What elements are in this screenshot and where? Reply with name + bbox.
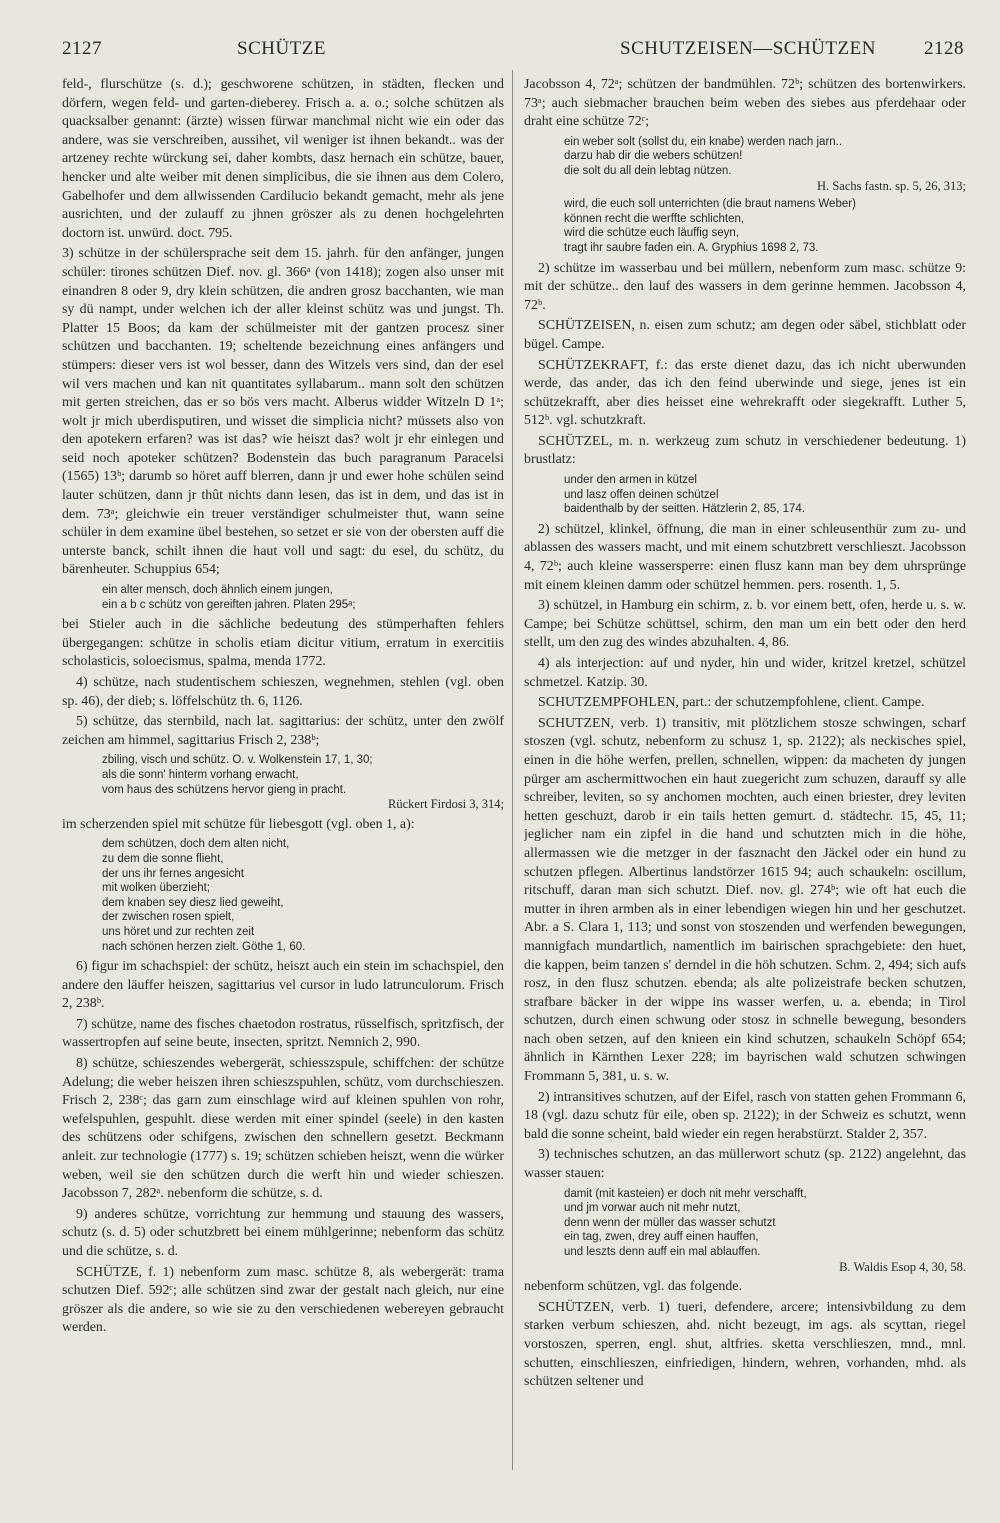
verse-line: tragt ihr saubre faden ein. A. Gryphius 1698 2, 73. xyxy=(564,241,819,254)
verse-line: der uns ihr fernes angesicht xyxy=(102,867,244,880)
entry-paragraph: 3) technisches schutzen, an das müllerwort schutz (sp. 2122) angelehnt, das wasser stauen: xyxy=(524,1147,966,1182)
verse-line: under den armen in kützel xyxy=(564,474,697,487)
verse-line: ein weber solt (sollst du, ein knabe) werden nach jarn.. xyxy=(564,135,843,148)
entry-paragraph: 2) intransitives schutzen, auf der Eifel, rasch von statten gehen Frommann 6, 18 (vgl. dazu schutz für eile, oben sp. 2122); in der Schweiz es schutzt, wenn bald die sonne scheint, bald wieder ein regen herabstürzt. Stalder 2, 357. xyxy=(524,1089,966,1142)
quotation-source: B. Waldis Esop 4, 30, 58. xyxy=(839,1259,966,1274)
entry-paragraph: 3) schütze in der schülersprache seit dem 15. jahrh. für den anfänger, jungen schüler: tirones schützen Dief. nov. gl. 366ᵃ (von 1418); zogen also unser mit einandren 8 oder 9, dry klein schützen, die andren grosz bacchanten, wie man sy dü nampt, under welchen ich der aller kleinst schütz was und jungst. Th. Platter 15 Boos; da kam der schülmeister mit der gantzen procesz siner schützen und bacchanten. 19; scheltende bezeichnung eines anfängers und stümpers: dieser vers ist wol besser, dann des Witzels vers sind, dan der esel wil vers machen und kan nit quantitates syllabarum.. mann solt den schützen mit gerten streichen, das er so bös vers macht. Alberus widder Witzeln D 1ᵃ; wolt jr mich uberdisputiren, und wisset die simplicia nicht? müssets also von den apotekern erfaren? was ist das? wie heiszt das? wolt jr ehr einlegen und seid noch apoteker schützen? Bodenstein das buch paragranum Paracelsi (1565) 13ᵇ; darumb so höret auff blerren, dann jr und ewer hohe schülen seind lauter schützen, dann jr thût nichts dann lesen, das ist in dem, und das ist in dem. 73ᵃ; gleichwie ein treuer verständiger schulmeister thut, wann seine schüler in dem examine übel bestehen, so setzet er sie von der obersten auff die unterste banck, schilt ihnen die haut voll und sagt: du esel, du schütz, du bärenheuter. Schuppius 654; xyxy=(62,246,504,578)
entry-paragraph: im scherzenden spiel mit schütze für liebesgott (vgl. oben 1, a): xyxy=(62,816,415,832)
column-divider xyxy=(512,70,513,1470)
verse-line: können recht die werffte schlichten, xyxy=(564,212,745,225)
verse-line: und lasz offen deinen schützel xyxy=(564,488,719,501)
verse-line: wird die schütze euch läuffig seyn, xyxy=(564,227,739,240)
verse-line: nach schönen herzen zielt. Göthe 1, 60. xyxy=(102,940,306,953)
entry-paragraph: 6) figur im schachspiel: der schütz, heiszt auch ein stein im schachspiel, den andere den läuffer heiszen, sagittarius vel cursor in ludo latrunculorum. Frisch 2, 238ᵇ. xyxy=(62,959,504,1012)
verse-line: ein alter mensch, doch ähnlich einem jungen, xyxy=(102,584,333,597)
verse-line: vom haus des schützens hervor gieng in pracht. xyxy=(102,783,347,796)
quotation-source: Rückert Firdosi 3, 314; xyxy=(388,797,504,812)
verse-quotation xyxy=(564,1187,966,1275)
verse-line: dem knaben sey diesz lied geweiht, xyxy=(102,896,284,909)
running-headword-left: SCHÜTZE xyxy=(237,38,326,59)
entry-paragraph: SCHÜTZEISEN, n. eisen zum schutz; am degen oder säbel, stichblatt oder bügel. Campe. xyxy=(524,318,966,352)
entry-paragraph: SCHÜTZEKRAFT, f.: das erste dienet dazu, das ich nicht uberwunden werde, das ander, das ich den feind uberwinde und siege, jenes ist ein schützekrafft, aber dies heisset eine wehrekrafft oder siegekrafft. Luther 5, 512ᵇ. vgl. schutzkraft. xyxy=(524,357,966,429)
entry-paragraph: feld-, flurschütze (s. d.); geschworene schützen, in städten, flecken und dörfern, wegen feld- und garten-dieberey. Frisch a. a. o.; solche schützen als quacksalber genannt: (ärzte) wissen fürwar manchmal nicht wie ein oder das andere, was sie verschreiben, aussihet, vil weniger ist ihnen bekandt.. was der artzeney rechte würckung sei, daher kombts, dasz hernach ein schütze, bauer, hencker und alte weiber mit denen simplicibus, die sie ihnen aus dem Colero, Gabelhofer und dem allwissenden Cardilucio bekandt gemacht, mehr als jene ausrichten, und der zulauff zu jhnen gröszer als zu denen hochgelehrten doctorn ist. unwürd. doct. 795. xyxy=(62,77,504,241)
verse-line: uns höret und zur rechten zeit xyxy=(102,925,255,938)
verse-quotation xyxy=(102,753,504,811)
entry-paragraph: bei Stieler auch in die sächliche bedeutung des stümperhaften fehlers übergegangen: schütze in scholis etiam dicitur vitium, erratum in exercitiis scholasticis, soloecismus, spalma, menda 1772. xyxy=(62,617,504,670)
page-header xyxy=(62,38,964,72)
verse-line: zu dem die sonne flieht, xyxy=(102,852,224,865)
verse-line: ein a b c schütz von gereiften jahren. Platen 295ᵃ; xyxy=(102,598,356,611)
verse-quotation xyxy=(564,473,966,517)
verse-line: mit wolken überzieht; xyxy=(102,882,211,895)
entry-paragraph: 4) schütze, nach studentischem schieszen, wegnehmen, stehlen (vgl. oben sp. 46), der dieb; s. löffelschütz th. 6, 1126. xyxy=(62,675,504,709)
verse-line: zbiling, visch und schütz. O. v. Wolkenstein 17, 1, 30; xyxy=(102,754,373,767)
running-headword-right: SCHUTZEISEN—SCHÜTZEN xyxy=(620,38,876,59)
entry-paragraph: SCHUTZEN, verb. 1) transitiv, mit plötzlichem stosze schwingen, scharf stoszen (vgl. schutz, nebenform zu schusz 1, sp. 2122); als neckisches spiel, einen in die höhe werfen, prellen, schnellen, wippen: da macheten dy jungen pürger am aschermittwochen ein haut zuegericht zum schuzen, darauff sy alle schreiber, leviten, so sy anchomen mochten, auch einen briester, drey leviten hetten geschuzt, darob ir ein tails hetten gemurt. d. städtechr. 15, 45, 11; jeglicher nam ein zipfel in die hand und schutzten mich in die höhe, allermassen wie die metzger in der fasznacht den Jäckel oder ein hund zu schutzen pflegen. Albertinus landstörzer 1615 94; auch schaukeln: oscillum, ritschuff, daran man sich schutzt. Dief. nov. gl. 274ᵇ; wie oft hat euch die mutter in ihren armben als in einer lebendigen wiegen hin und her geschutzet. Abr. a S. Clara 1, 113; und sonst von stoszenden und werfenden bewegungen, mannigfach mundartlich, namentlich im bairischen sprachgebiete: den huet, die kappen, beim tanzen s' derndel in die höh schutzen. Schm. 2, 494; sich aufs rosz, in den flusz schutzen. ebenda; als alte polizeistrafe becken schutzen, strafbare bäcker in der wippe ins wasser werfen, u. a. ebenda; in Tirol schutzen, durch einen schwung oder stosz in schnelle bewegung, besonders nach oben setzen, auf den knieen ein kind schutzen, schaukeln Schöpf 654; ähnlich in Kärnthen Lexer 228; im bayrischen wald schutzen schwingen Frommann 5, 381, u. s. w. xyxy=(524,715,966,1085)
verse-line: und leszts denn auff ein mal ablauffen. xyxy=(564,1246,761,1258)
verse-line: die solt du all dein lebtag nützen. xyxy=(564,164,732,177)
verse-line: darzu hab dir die webers schützen! xyxy=(564,150,743,163)
entry-paragraph: 4) als interjection: auf und nyder, hin und wider, kritzel kretzel, schützel schmetzel. Katzip. 30. xyxy=(524,656,966,690)
entry-paragraph: SCHÜTZE, f. 1) nebenform zum masc. schütze 8, als webergerät: trama schutzen Dief. 592ᶜ; alle schützen sind zwar der gestalt nach gleich, nur eine gröszer als die andere, so wie sie zu den verschiedenen webereyen gebraucht werden. xyxy=(62,1264,504,1336)
verse-line: baidenthalb by der seitten. Hätzlerin 2, 85, 174. xyxy=(564,503,806,516)
entry-paragraph: Jacobsson 4, 72ᵃ; schützen der bandmühlen. 72ᵇ; schützen des bortenwirkers. 73ᵃ; auch siebmacher brauchen beim weben des siebes aus pferdehaar oder draht eine schütze 72ᶜ; xyxy=(524,77,966,130)
entry-paragraph: 2) schütze im wasserbau und bei müllern, nebenform zum masc. schütze 9: mit der schütze.. den lauf des wassers in dem gerinne hemmen. Jacobsson 4, 72ᵇ. xyxy=(524,260,966,313)
entry-paragraph: 3) schützel, in Hamburg ein schirm, z. b. vor einem bett, ofen, herde u. s. w. Campe; bei Schütze schüttsel, schirm, den man um ein bett oder den herd stellt, um den zug des windes abzuhalten. 4, 86. xyxy=(524,598,966,651)
verse-quotation xyxy=(564,135,966,193)
entry-paragraph: 9) anderes schütze, vorrichtung zur hemmung und stauung des wassers, schutz (s. d. 5) oder schutzbrett bei einem mühlgerinne; nebenform das schütz und die schütze, s. d. xyxy=(62,1206,504,1259)
entry-paragraph: SCHÜTZEL, m. n. werkzeug zum schutz in verschiedener bedeutung. 1) brustlatz: xyxy=(524,433,966,468)
entry-paragraph: SCHUTZEMPFOHLEN, part.: der schutzempfohlene, client. Campe. xyxy=(538,695,925,711)
entry-paragraph: SCHÜTZEN, verb. 1) tueri, defendere, arcere; intensivbildung zu dem starken verbum schieszen, ahd. nicht bezeugt, im ags. als scyttan, riegel vorstoszen, sperren, engl. shut, altfries. sketta verschlieszen, mnd., mnl. schutten, einschlieszen, einfriedigen, hindern, wehren, vorhanden, mhd. als schützen seltener und xyxy=(524,1299,966,1390)
quotation-source: H. Sachs fastn. sp. 5, 26, 313; xyxy=(817,178,966,193)
page-number-left: 2127 xyxy=(62,38,102,59)
verse-line: als die sonn' hinterm vorhang erwacht, xyxy=(102,768,299,781)
verse-line: und jm vorwar auch nit mehr nutzt, xyxy=(564,1202,741,1215)
entry-paragraph: nebenform schützen, vgl. das folgende. xyxy=(524,1279,742,1295)
page-number-right: 2128 xyxy=(924,38,964,59)
left-column xyxy=(62,76,504,1466)
right-column xyxy=(524,76,966,1466)
verse-line: dem schützen, doch dem alten nicht, xyxy=(102,838,290,851)
entry-paragraph: 5) schütze, das sternbild, nach lat. sagittarius: der schütz, unter den zwölf zeichen am himmel, sagittarius Frisch 2, 238ᵇ; xyxy=(62,714,504,748)
verse-line: der zwischen rosen spielt, xyxy=(102,911,235,924)
entry-paragraph: 7) schütze, name des fisches chaetodon rostratus, rüsselfisch, spritzfisch, der wassertropfen auf seine beute, insecten, spritzt. Nemnich 2, 990. xyxy=(62,1016,504,1051)
entry-paragraph: 2) schützel, klinkel, öffnung, die man in einer schleusenthür zum zu- und ablassen des wassers macht, und mit einem schutzbrett verschlieszt. Jacobsson 4, 72ᵇ; auch kleine wassersperre: einen flusz kann man bey dem uhrsprünge mit einem kleinen damm oder schützel hemmen. pers. rosenth. 1, 5. xyxy=(524,521,966,593)
verse-line: denn wenn der müller das wasser schutzt xyxy=(564,1216,776,1229)
verse-quotation xyxy=(102,583,504,612)
verse-line: damit (mit kasteien) er doch nit mehr verschafft, xyxy=(564,1187,807,1200)
entry-paragraph: 8) schütze, schieszendes webergerät, schiesszspule, schiffchen: der schütze Adelung; die weber heiszen ihren schieszspuhlen, schütz, vom durchschieszen. Frisch 2, 238ᶜ; das garn zum einschlage wird auf kleinen spuhlen von rohr, wefelspuhlen, gespuhlt. diese werden mit einer spindel (seele) in den kasten des schützens oder schifgens, zwischen den schnellern gesetzt. Beckmann anleit. zur technologie (1777) s. 19; schützen schieben heiszt, wenn die würker weben, weil sie den schützen durch die werft hin und wieder schieszen. Jacobsson 7, 282ᵃ. nebenform die schütze, s. d. xyxy=(62,1056,504,1202)
verse-quotation xyxy=(564,197,966,255)
verse-quotation xyxy=(102,837,504,954)
verse-line: ein tag, zwen, drey auff einen hauffen, xyxy=(564,1231,759,1244)
verse-line: wird, die euch soll unterrichten (die braut namens Weber) xyxy=(564,198,856,211)
